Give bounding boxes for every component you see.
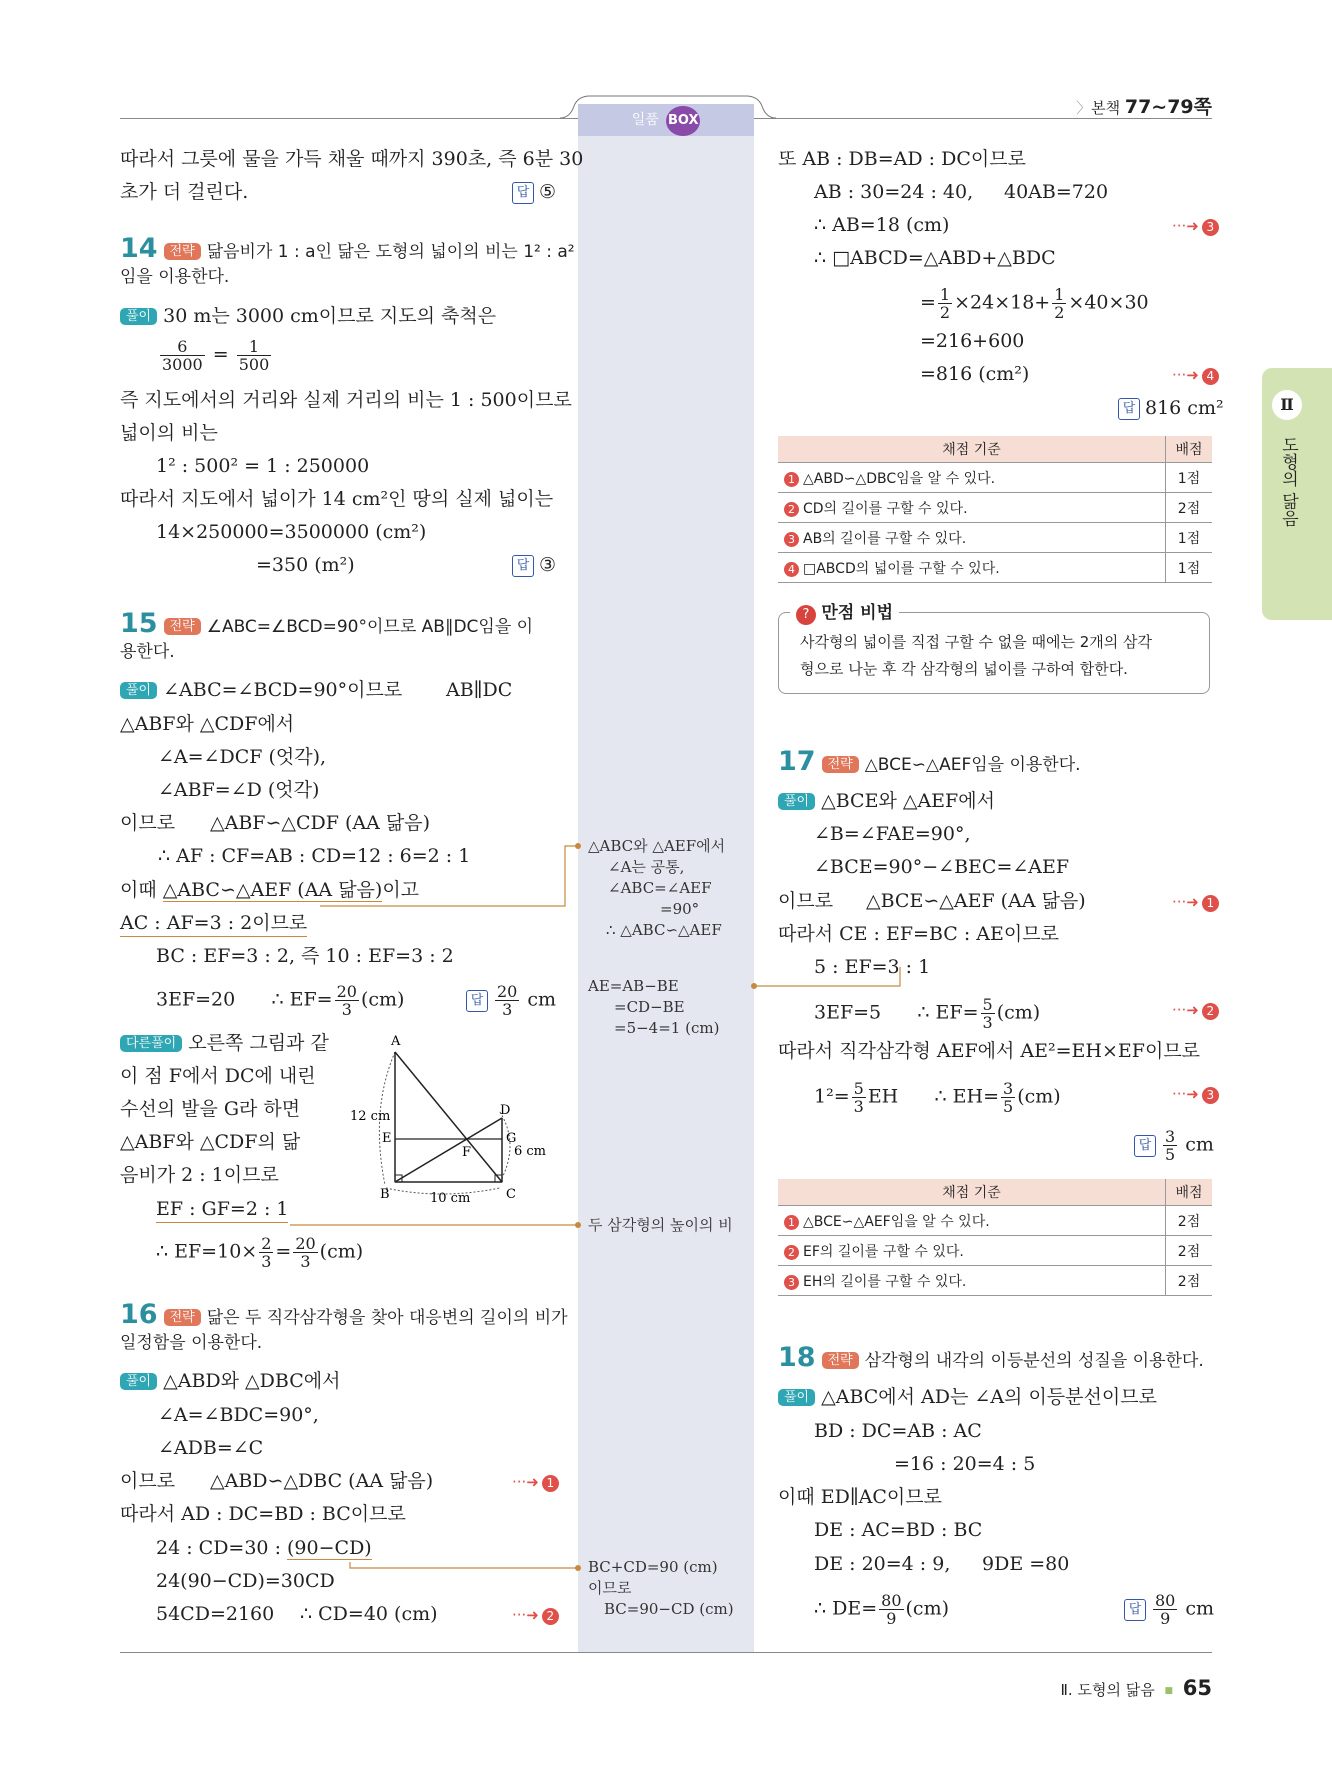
equals: =	[275, 1240, 292, 1263]
memo-line: BC+CD=90 (cm)	[588, 1558, 718, 1576]
label-c: C	[506, 1187, 516, 1202]
p16-sol8b: ∴ CD=40 (cm)	[300, 1603, 438, 1625]
p16-sol8a: 54CD=2160	[156, 1603, 275, 1625]
p16c-sol2b: 40AB=720	[1004, 181, 1109, 203]
p18-sol4: 이때 ED∥AC이므로	[778, 1486, 942, 1508]
step-marker	[1172, 366, 1219, 385]
tip-title-text: 만점 비법	[821, 603, 894, 623]
label-d: D	[500, 1103, 511, 1118]
row-points: 2점	[1166, 493, 1213, 523]
text: EH	[867, 1085, 899, 1108]
connector-line	[320, 846, 578, 906]
row-number: 3	[784, 532, 799, 547]
denominator: 9	[1160, 1609, 1171, 1628]
fraction	[852, 1080, 866, 1115]
p17-sol2: ∠B=∠FAE=90°,	[814, 823, 971, 845]
denominator: 3	[982, 1013, 993, 1032]
p15-alt5: 음비가 2 : 1이므로	[120, 1164, 279, 1186]
numerator: 1	[237, 338, 272, 356]
p14-sol3: 즉 지도에서의 거리와 실제 거리의 비는 1 : 500이므로	[120, 389, 572, 411]
text: ∴ EF=	[271, 988, 333, 1011]
fraction	[1153, 1592, 1177, 1627]
footer-chapter: Ⅱ. 도형의 닮음	[1060, 1681, 1155, 1699]
p16c-sol1: 또 AB : DB=AD : DC이므로	[778, 148, 1026, 170]
memo-line: BC=90−CD (cm)	[604, 1600, 734, 1618]
fraction	[879, 1592, 903, 1627]
memo-line: =CD−BE	[614, 998, 685, 1016]
p13-line1: 따라서 그릇에 물을 가득 채울 때까지 390초, 즉 6분 30	[120, 148, 584, 170]
p16c-sol7: =816 (cm²)	[920, 363, 1030, 385]
step-marker	[1172, 893, 1219, 912]
numerator: 20	[336, 982, 357, 1001]
page-number: 65	[1182, 1676, 1212, 1700]
p16-sol3: ∠ADB=∠C	[158, 1437, 264, 1459]
connector-dot	[751, 983, 757, 989]
numerator: 5	[853, 1079, 864, 1098]
numerator: 20	[295, 1234, 316, 1253]
text: 1²=	[814, 1085, 850, 1108]
row-number: 3	[784, 1275, 799, 1290]
p13-line2: 초가 더 걸린다.	[120, 181, 249, 203]
text: 이고	[382, 879, 420, 901]
row-number: 1	[784, 472, 799, 487]
row-number: 4	[784, 562, 799, 577]
footer-rule	[120, 1652, 1212, 1653]
numerator: 1	[939, 285, 951, 304]
connector-line	[350, 1562, 578, 1568]
unit: cm	[1185, 1597, 1215, 1620]
numerator: 5	[982, 995, 993, 1014]
p18-sol3: =16 : 20=4 : 5	[894, 1453, 1036, 1475]
label-ab-length: 12 cm	[350, 1109, 391, 1124]
numerator: 6	[160, 338, 205, 356]
label-a: A	[391, 1034, 401, 1049]
strategy-tag: 전략	[164, 243, 201, 260]
memo-line: ∠A는 공통,	[608, 858, 685, 876]
p16c-sol2a: AB : 30=24 : 40,	[814, 181, 974, 203]
row-number: 1	[784, 1215, 799, 1230]
p17-sol5: 따라서 CE : EF=BC : AE이므로	[778, 923, 1059, 945]
p14-sol6: 따라서 지도에서 넓이가 14 cm²인 땅의 실제 넓이는	[120, 488, 554, 510]
numerator: 80	[881, 1591, 902, 1610]
denominator: 5	[1003, 1097, 1014, 1116]
lightbulb-icon: ?	[796, 605, 816, 625]
p14-number: 14	[120, 233, 158, 264]
row-points: 2점	[1166, 1236, 1213, 1266]
underlined-text: (90−CD)	[287, 1537, 372, 1559]
row-text: EF의 길이를 구할 수 있다.	[803, 1243, 964, 1260]
side-tab-roman: Ⅱ	[1272, 390, 1302, 420]
p15-sol8: AC : AF=3 : 2이므로	[120, 910, 307, 937]
footer	[1061, 1676, 1212, 1700]
alt-solution-tag: 다른풀이	[120, 1035, 182, 1052]
p17-number: 17	[778, 746, 816, 777]
p18-sol7	[814, 1592, 949, 1627]
text: ∴ EH=	[934, 1085, 1000, 1108]
table-header: 배점	[1166, 1179, 1213, 1206]
p14-answer-value: ③	[539, 554, 557, 576]
p16c-sol4: ∴ □ABCD=△ABD+△BDC	[814, 247, 1056, 269]
p17-hint: △BCE∽△AEF임을 이용한다.	[864, 755, 1081, 775]
arrow-icon: ···➜	[1172, 366, 1199, 384]
denominator: 3	[341, 1000, 352, 1019]
answer-icon: 답	[512, 182, 534, 204]
underlined-text: △ABC∽△AEF (AA 닮음)	[162, 879, 383, 901]
numerator: 3	[1165, 1127, 1176, 1146]
numerator: 80	[1155, 1591, 1176, 1610]
p16-number: 16	[120, 1299, 158, 1330]
table-header: 채점 기준	[778, 436, 1166, 463]
table-row	[778, 1236, 1212, 1266]
p17-sol6: 5 : EF=3 : 1	[814, 956, 931, 978]
p16c-sol5	[920, 286, 1149, 321]
step-number: 3	[1202, 219, 1219, 236]
connector-dot	[575, 1222, 581, 1228]
step-marker	[1172, 217, 1219, 236]
label-e: E	[382, 1131, 392, 1146]
text: (cm)	[1017, 1085, 1061, 1108]
numerator: 1	[1054, 285, 1065, 304]
solution-tag: 풀이	[120, 308, 157, 325]
text: 오른쪽 그림과 같	[188, 1032, 329, 1054]
p15-alt2: 이 점 F에서 DC에 내린	[120, 1065, 316, 1087]
p17-sol7	[814, 996, 1040, 1031]
arrow-icon: ···➜	[512, 1606, 539, 1624]
row-text: △ABD∽△DBC임을 알 수 있다.	[803, 470, 996, 487]
p18-hint: 삼각형의 내각의 이등분선의 성질을 이용한다.	[864, 1351, 1204, 1371]
fraction	[938, 286, 952, 321]
text: (cm)	[905, 1597, 949, 1620]
p18-sol5: DE : AC=BD : BC	[814, 1519, 983, 1541]
p17-header	[778, 746, 1081, 778]
unit: cm	[527, 988, 557, 1011]
p17-sol8: 따라서 직각삼각형 AEF에서 AE²=EH×EF이므로	[778, 1040, 1201, 1062]
p15-number: 15	[120, 608, 158, 639]
step-marker	[1172, 1001, 1219, 1020]
p15-sol9: BC : EF=3 : 2, 즉 10 : EF=3 : 2	[156, 945, 454, 967]
row-number: 2	[784, 502, 799, 517]
fraction	[1001, 1080, 1015, 1115]
connector-dot	[575, 1565, 581, 1571]
memo-2	[588, 976, 719, 1039]
p17-sol4b: △BCE∽△AEF (AA 닮음)	[866, 890, 1086, 912]
row-text: EH의 길이를 구할 수 있다.	[803, 1273, 967, 1290]
text: ∴ DE=	[814, 1597, 878, 1620]
solution-tag: 풀이	[778, 1389, 815, 1406]
numerator: 3	[1003, 1079, 1014, 1098]
text: (cm)	[360, 988, 405, 1011]
step-number: 2	[1202, 1003, 1219, 1020]
p15-sol2: △ABF와 △CDF에서	[120, 713, 295, 735]
p17-sol1	[778, 788, 995, 814]
text: (cm)	[996, 1001, 1041, 1024]
row-text: △BCE∽△AEF임을 알 수 있다.	[803, 1213, 990, 1230]
p15-sol5a: 이므로	[120, 812, 176, 834]
strategy-tag: 전략	[822, 1352, 859, 1369]
tip-line1: 사각형의 넓이를 직접 구할 수 없을 때에는 2개의 삼각	[800, 633, 1152, 651]
box-label: 일품	[631, 112, 659, 128]
p16-sol7: 24(90−CD)=30CD	[156, 1570, 335, 1592]
p14-sol4: 넓이의 비는	[120, 422, 218, 444]
table-row	[778, 493, 1212, 523]
label-b: B	[380, 1187, 390, 1202]
memo-line: =90°	[660, 900, 700, 918]
table-header: 채점 기준	[778, 1179, 1166, 1206]
denominator: 2	[1054, 303, 1065, 322]
arrow-icon: ···➜	[1172, 1085, 1199, 1103]
step-marker	[1172, 1085, 1219, 1104]
text: 3EF=20	[156, 988, 236, 1011]
p18-sol2: BD : DC=AB : AC	[814, 1420, 982, 1442]
p16-score-table	[778, 436, 1212, 583]
denominator: 3	[502, 1000, 513, 1019]
p18-answer	[1124, 1592, 1214, 1627]
table-header: 배점	[1166, 436, 1213, 463]
denominator: 2	[939, 303, 951, 322]
answer-icon: 답	[1124, 1599, 1146, 1621]
solution-tag: 풀이	[778, 793, 815, 810]
p18-sol1	[778, 1384, 1157, 1410]
text: =	[920, 291, 936, 314]
text: 24 : CD=30 :	[156, 1537, 288, 1559]
row-points: 1점	[1166, 553, 1213, 583]
table-row	[778, 553, 1212, 583]
denominator: 500	[238, 355, 270, 374]
text: 3EF=5	[814, 1001, 882, 1024]
memo-line: ∴ △ABC∽△AEF	[606, 921, 722, 939]
fraction	[1163, 1128, 1177, 1163]
arrow-icon: ···➜	[1172, 1001, 1199, 1019]
p17-sol4a: 이므로	[778, 890, 834, 912]
solution-tag: 풀이	[120, 1373, 157, 1390]
memo-line: =5−4=1 (cm)	[614, 1019, 720, 1037]
box-badge: BOX	[666, 106, 700, 136]
step-number: 3	[1202, 1087, 1219, 1104]
step-number: 2	[542, 1608, 559, 1625]
text: ×40×30	[1068, 291, 1149, 314]
numerator: 2	[261, 1234, 272, 1253]
row-points: 2점	[1166, 1206, 1213, 1236]
strategy-tag: 전략	[164, 618, 201, 635]
text: △ABC에서 AD는 ∠A의 이등분선이므로	[821, 1386, 1157, 1408]
p14-sol7: 14×250000=3500000 (cm²)	[156, 521, 427, 543]
p15-alt4: △ABF와 △CDF의 닮	[120, 1131, 301, 1153]
table-row	[778, 463, 1212, 493]
text: ×24×18+	[954, 291, 1051, 314]
text: 이때	[120, 879, 157, 901]
row-points: 1점	[1166, 463, 1213, 493]
memo-line: 이므로	[588, 1579, 632, 1597]
denominator: 9	[886, 1609, 897, 1628]
text: △ABD와 △DBC에서	[163, 1370, 341, 1392]
denominator: 3	[853, 1097, 864, 1116]
answer-icon: 답	[466, 990, 488, 1012]
memo-line: 두 삼각형의 높이의 비	[588, 1216, 733, 1234]
p16c-sol3: ∴ AB=18 (cm)	[814, 214, 950, 236]
answer-icon: 답	[1118, 398, 1140, 420]
denominator: 3000	[162, 355, 203, 374]
p15-alt6: EF : GF=2 : 1	[156, 1196, 288, 1223]
tip-title	[790, 598, 899, 625]
p16-sol4b: △ABD∽△DBC (AA 닮음)	[210, 1470, 434, 1492]
label-dc-length: 6 cm	[514, 1144, 547, 1159]
strategy-tag: 전략	[822, 756, 859, 773]
denominator: 3	[300, 1252, 311, 1271]
memo-line: ∠ABC=∠AEF	[608, 879, 712, 897]
p14-hint: 닮음비가 1 : a인 닮은 도형의 넓이의 비는 1² : a²	[206, 242, 575, 262]
denominator: 3	[261, 1252, 272, 1271]
p14-sol1-text: 30 m는 3000 cm이므로 지도의 축척은	[163, 305, 497, 327]
p15-sol6: ∴ AF : CF=AB : CD=12 : 6=2 : 1	[158, 845, 471, 867]
page-ref-pages: 77~79쪽	[1124, 96, 1212, 118]
label-bc-length: 10 cm	[430, 1191, 471, 1205]
p17-answer	[1134, 1128, 1214, 1163]
memo-4	[588, 1557, 734, 1620]
p15-sol1b: AB∥DC	[446, 679, 513, 701]
row-points: 1점	[1166, 523, 1213, 553]
step-number: 1	[1202, 895, 1219, 912]
row-text: CD의 길이를 구할 수 있다.	[803, 500, 968, 517]
chevron-right-icon: 〉	[1076, 99, 1092, 117]
numerator: 20	[497, 982, 518, 1001]
answer-icon: 답	[1134, 1135, 1156, 1157]
footer-bullet: ■	[1164, 1686, 1173, 1696]
memo-1	[588, 836, 725, 941]
memo-3	[588, 1215, 733, 1236]
connector-dot	[575, 843, 581, 849]
step-number: 4	[1202, 368, 1219, 385]
p15-hint: ∠ABC=∠BCD=90°이므로 AB∥DC임을 이	[206, 617, 534, 637]
denominator: 5	[1165, 1145, 1176, 1164]
p18-number: 18	[778, 1342, 816, 1373]
p15-hint-line2: 용한다.	[120, 642, 175, 662]
p15-sol5b: △ABF∽△CDF (AA 닮음)	[210, 812, 431, 834]
p16-hint-line2: 일정함을 이용한다.	[120, 1333, 263, 1353]
p16-answer	[1118, 395, 1224, 421]
fraction	[981, 996, 995, 1031]
text: ∴ EF=10×	[156, 1240, 258, 1263]
row-text: AB의 길이를 구할 수 있다.	[803, 530, 967, 547]
p18-sol6b: 9DE =80	[982, 1553, 1070, 1575]
p17-sol3: ∠BCE=90°−∠BEC=∠AEF	[814, 856, 1070, 878]
p14-sol5: 1² : 500² = 1 : 250000	[156, 455, 370, 477]
p18-sol6a: DE : 20=4 : 9,	[814, 1553, 951, 1575]
text: ∴ EF=	[917, 1001, 979, 1024]
p15-sol1-text: ∠ABC=∠BCD=90°이므로	[163, 679, 403, 701]
strategy-tag: 전략	[164, 1309, 201, 1326]
p16-hint: 닮은 두 직각삼각형을 찾아 대응변의 길이의 비가	[206, 1308, 568, 1328]
p15-alt3: 수선의 발을 G라 하면	[120, 1098, 301, 1120]
p18-header	[778, 1342, 1204, 1374]
memo-line: AE=AB−BE	[588, 977, 679, 995]
row-points: 2점	[1166, 1266, 1213, 1296]
p15-sol4: ∠ABF=∠D (엇각)	[158, 779, 320, 801]
p17-score-table	[778, 1179, 1212, 1296]
memo-line: △ABC와 △AEF에서	[588, 837, 726, 855]
equals: =	[212, 343, 229, 366]
side-tab-title: 도형의 닮음	[1278, 436, 1298, 527]
p14-hint-line2: 임을 이용한다.	[120, 267, 230, 287]
table-row	[778, 1206, 1212, 1236]
p16-sol5: 따라서 AD : DC=BD : BC이므로	[120, 1503, 406, 1525]
p16c-sol6: =216+600	[920, 330, 1025, 352]
p16-sol2: ∠A=∠BDC=90°,	[158, 1404, 319, 1426]
arrow-icon: ···➜	[1172, 217, 1199, 235]
row-number: 2	[784, 1245, 799, 1260]
label-g: G	[506, 1131, 517, 1146]
step-number: 1	[542, 1475, 559, 1492]
p13-answer-value: ⑤	[539, 181, 557, 203]
table-row	[778, 523, 1212, 553]
arrow-icon: ···➜	[1172, 893, 1199, 911]
p16-sol4a: 이므로	[120, 1470, 176, 1492]
tip-line2: 형으로 나눈 후 각 삼각형의 넓이를 구하여 합한다.	[800, 660, 1128, 678]
row-text: □ABCD의 넓이를 구할 수 있다.	[803, 560, 1000, 577]
unit: cm	[1185, 1133, 1214, 1156]
p16-answer-value: 816 cm²	[1145, 397, 1224, 419]
arrow-icon: ···➜	[512, 1473, 539, 1491]
p14-sol8: =350 (m²)	[256, 554, 355, 576]
table-row	[778, 1266, 1212, 1296]
text: (cm)	[319, 1240, 364, 1263]
label-f: F	[462, 1145, 472, 1160]
p15-sol3: ∠A=∠DCF (엇각),	[158, 746, 327, 768]
p17-sol9	[814, 1080, 1061, 1115]
fraction	[1052, 286, 1066, 321]
answer-icon: 답	[512, 555, 534, 577]
solution-tag: 풀이	[120, 682, 157, 699]
page-ref-label: 본책	[1091, 99, 1121, 117]
text: △BCE와 △AEF에서	[821, 790, 995, 812]
